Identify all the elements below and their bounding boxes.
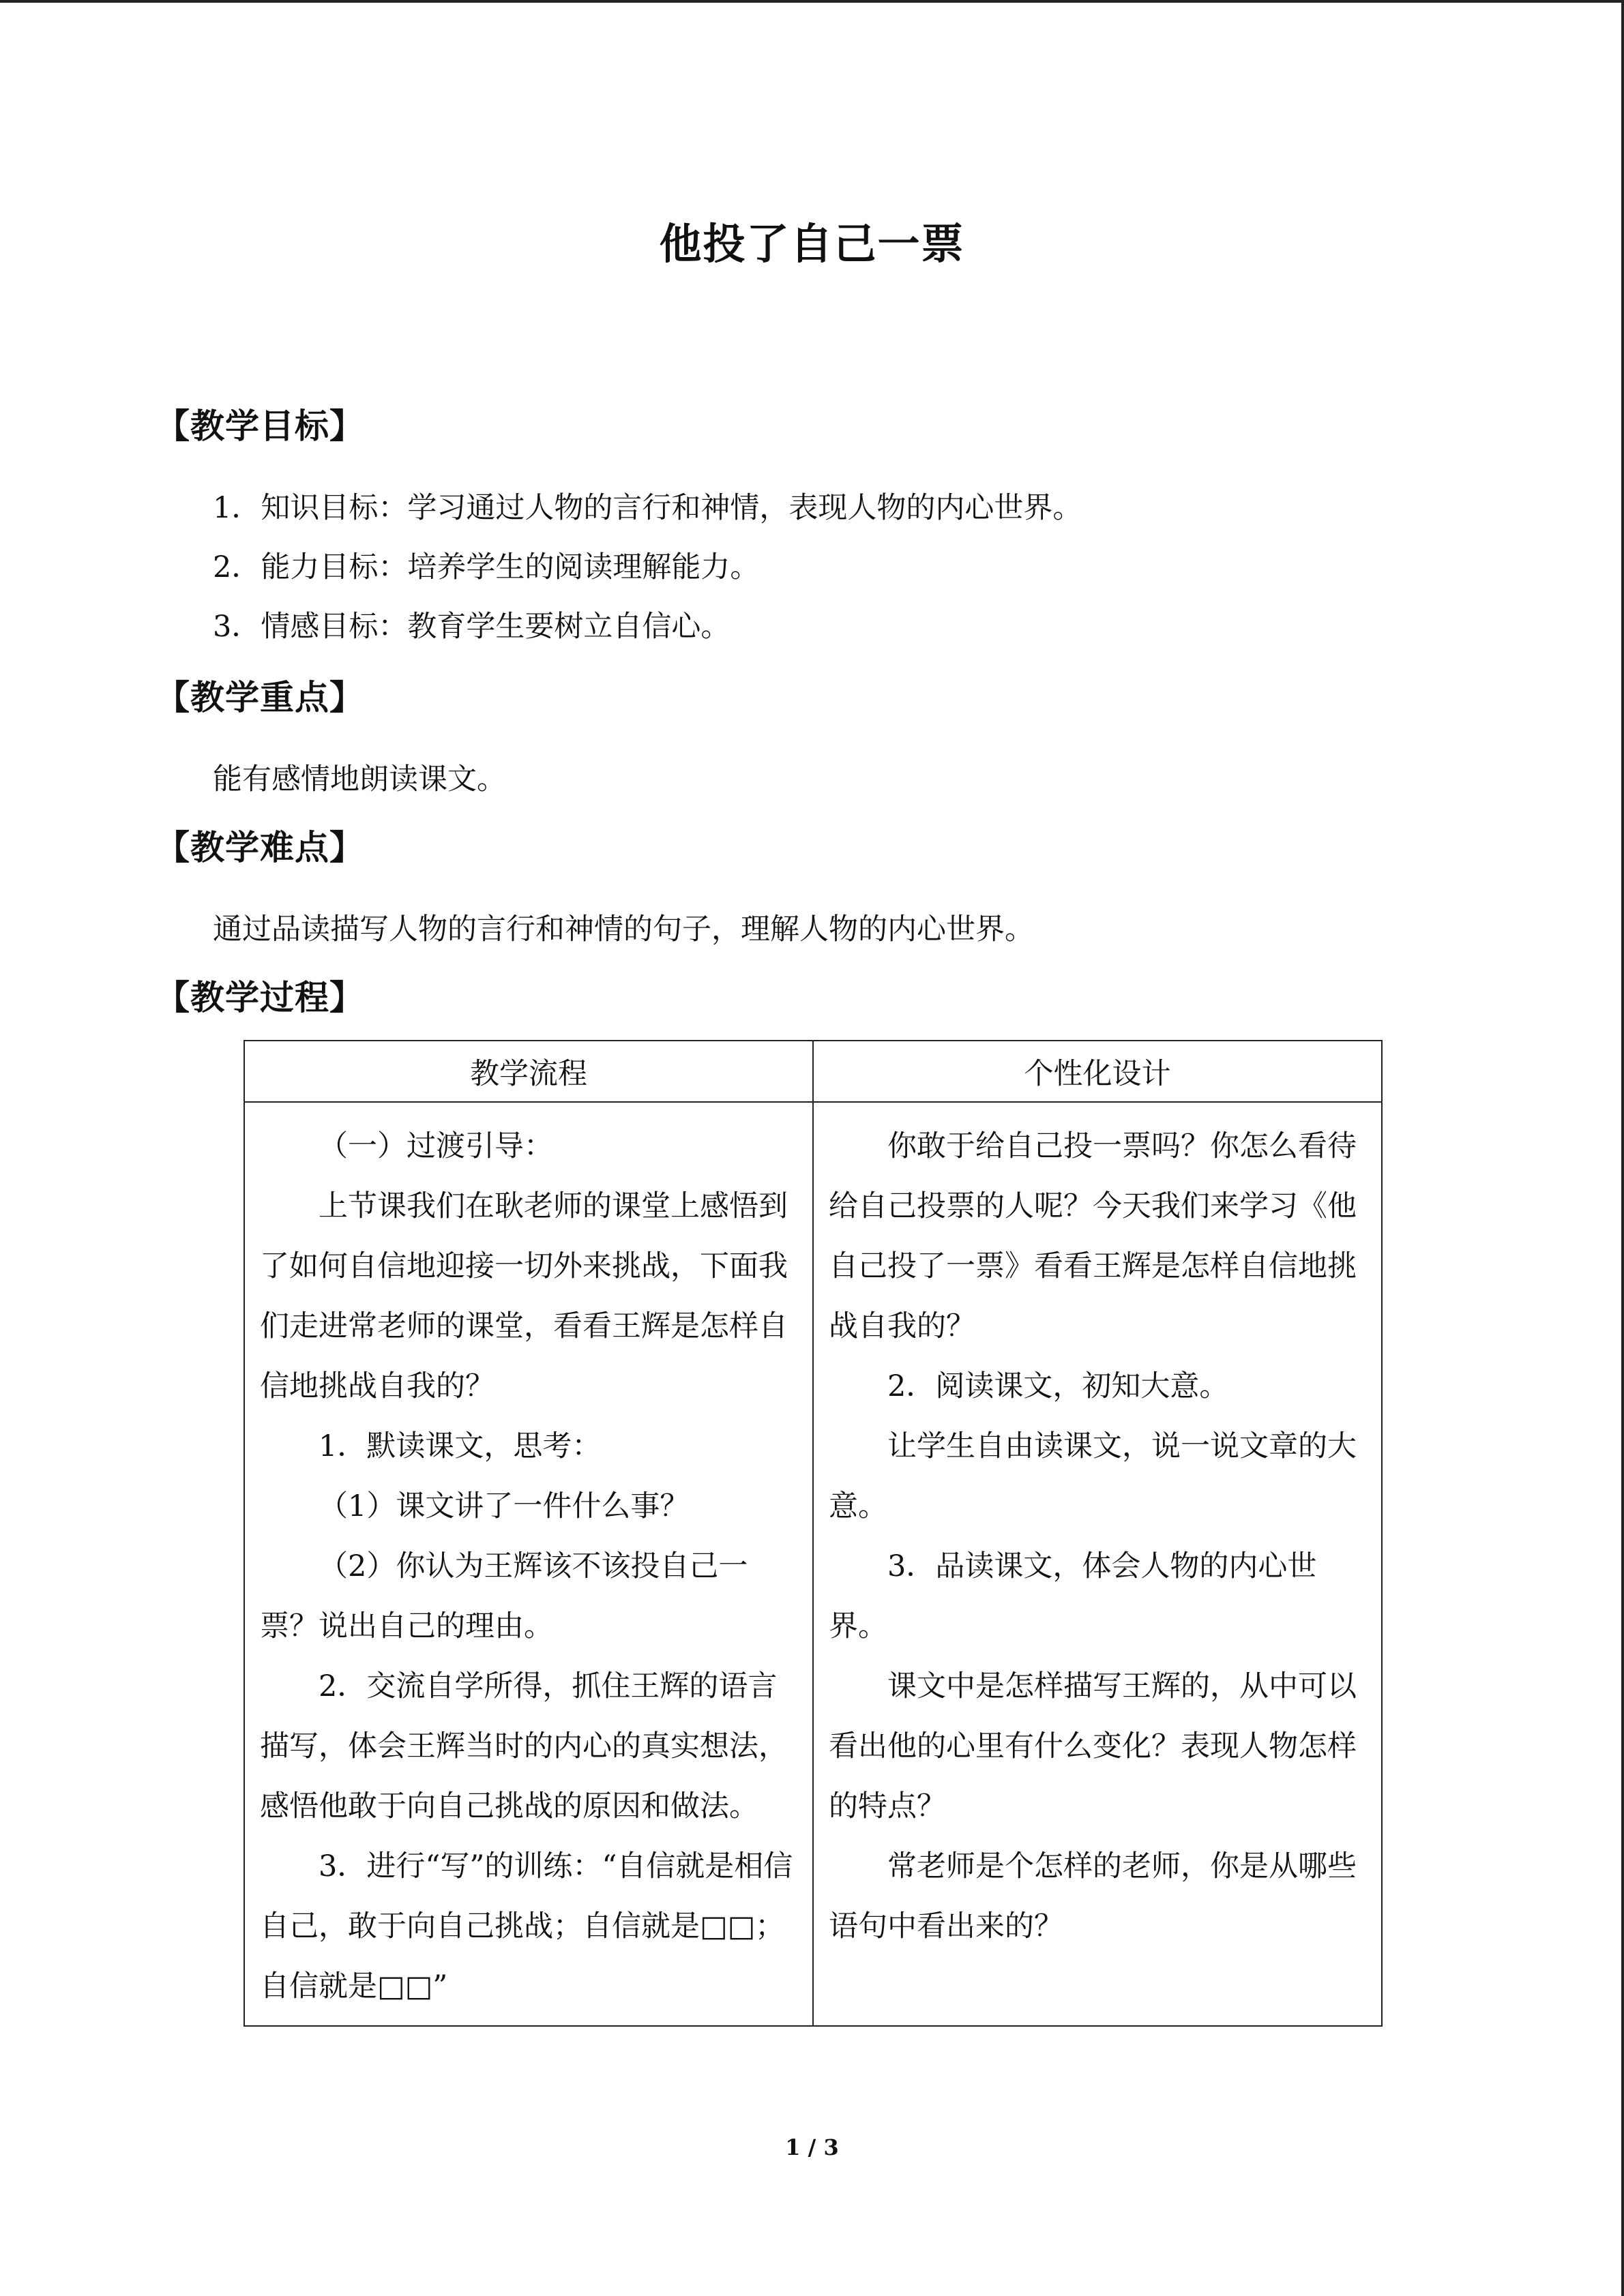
design-paragraph: 你敢于给自己投一票吗？你怎么看待给自己投票的人呢？今天我们来学习《他自己投了一票》看看王辉是怎样自信地挑战自我的？ [829, 1129, 1357, 1343]
page-right-border [1621, 0, 1624, 2296]
process-table [243, 1040, 1383, 2027]
table-header-row [244, 1041, 1382, 1102]
goal-item-1: 1．知识目标：学习通过人物的言行和神情，表现人物的内心世界。 [213, 491, 1082, 525]
header-personalized-design: 个性化设计 [813, 1041, 1382, 1102]
heading-difficulties: 【教学难点】 [156, 828, 364, 867]
page-indicator: 1 / 3 [785, 2134, 839, 2160]
heading-process: 【教学过程】 [156, 978, 364, 1017]
heading-goals: 【教学目标】 [156, 406, 364, 446]
flow-paragraph: （2）你认为王辉该不该投自己一票？说出自己的理由。 [260, 1549, 748, 1643]
flow-paragraph: 3．进行“写”的训练：“自信就是相信自己，敢于向自己挑战；自信就是□□；自信就是□□” [260, 1849, 793, 2003]
flow-paragraph: （一）过渡引导： [319, 1129, 553, 1163]
key-points-text: 能有感情地朗读课文。 [213, 762, 506, 796]
design-paragraph: 让学生自由读课文，说一说文章的大意。 [829, 1429, 1357, 1523]
design-paragraph: 3．品读课文，体会人物的内心世界。 [829, 1549, 1317, 1643]
design-paragraph: 常老师是个怎样的老师，你是从哪些语句中看出来的？ [829, 1849, 1357, 1943]
difficulties-text: 通过品读描写人物的言行和神情的句子，理解人物的内心世界。 [213, 912, 1034, 946]
design-paragraph: 课文中是怎样描写王辉的，从中可以看出他的心里有什么变化？表现人物怎样的特点？ [829, 1669, 1357, 1823]
goal-item-2: 2．能力目标：培养学生的阅读理解能力。 [213, 550, 760, 584]
table-row [244, 1102, 1382, 2026]
flow-paragraph: 2．交流自学所得，抓住王辉的语言描写，体会王辉当时的内心的真实想法，感悟他敢于向自己挑战的原因和做法。 [260, 1669, 788, 1823]
teaching-flow-cell [244, 1102, 813, 2026]
flow-paragraph: 1．默读课文，思考： [319, 1429, 602, 1463]
design-paragraph: 2．阅读课文，初知大意。 [887, 1369, 1229, 1403]
flow-paragraph: 上节课我们在耿老师的课堂上感悟到了如何自信地迎接一切外来挑战，下面我们走进常老师的课堂，看看王辉是怎样自信地挑战自我的？ [260, 1189, 788, 1403]
page-title: 他投了自己一票 [659, 219, 965, 269]
goal-item-3: 3．情感目标：教育学生要树立自信心。 [213, 610, 730, 644]
heading-key-points: 【教学重点】 [156, 678, 364, 717]
page-top-border [0, 0, 1624, 3]
flow-paragraph: （1）课文讲了一件什么事？ [319, 1489, 690, 1523]
personalized-design-cell [813, 1102, 1382, 2026]
header-teaching-flow: 教学流程 [244, 1041, 813, 1102]
